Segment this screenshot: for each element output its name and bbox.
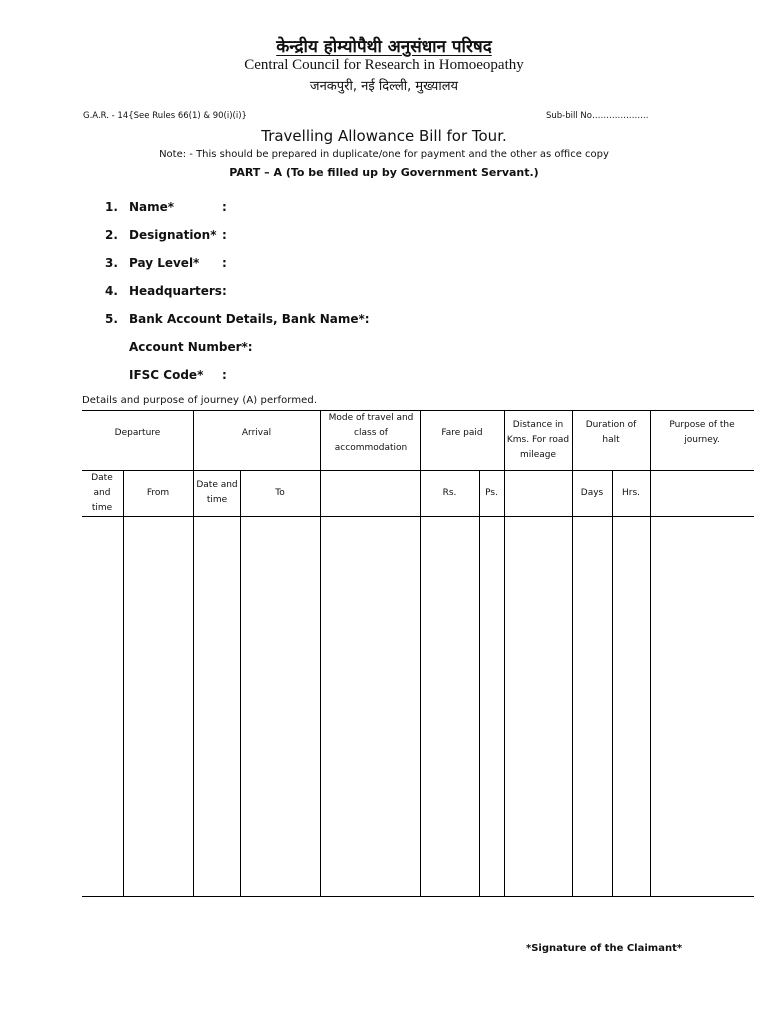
journey-table [82,410,754,898]
fare-paid-header: Fare paid [441,427,483,438]
rupees-subheader: Rs. [442,487,457,498]
distance-header: Distance in Kms. For road mileage [506,419,570,460]
designation-label: Designation* [129,228,217,242]
departure-date-time-subheader: Date and time [91,472,113,513]
journey-details-caption: Details and purpose of journey (A) performed. [82,395,318,406]
departure-header: Departure [114,427,161,438]
field-colon: : [222,368,227,382]
duplicate-note: Note: - This should be prepared in duplicate/one for payment and the other as office copy [159,149,609,160]
days-subheader: Days [580,487,604,498]
paise-subheader: Ps. [485,487,498,498]
headquarters-label: Headquarters [129,284,222,298]
part-a-heading: PART – A (To be filled up by Government Servant.) [229,166,539,179]
field-number: 5. [105,312,118,326]
arrival-header: Arrival [241,427,272,438]
field-number: 3. [105,256,118,270]
mode-of-travel-header: Mode of travel and class of accommodation [328,412,414,453]
claimant-signature-label: *Signature of the Claimant* [526,943,683,954]
field-colon: : [222,228,227,242]
from-subheader: From [146,487,170,498]
field-number: 2. [105,228,118,242]
pay-level-label: Pay Level* [129,256,200,270]
purpose-header: Purpose of the journey. [669,420,735,445]
account-number-label: Account Number*: [129,340,253,354]
hours-subheader: Hrs. [621,487,641,498]
council-english-title: Central Council for Research in Homoeopathy [244,57,524,73]
name-label: Name* [129,200,175,214]
duration-of-halt-header: Duration of halt [585,420,637,445]
gar-rule-reference: G.A.R. - 14{See Rules 66(1) & 90(i)(i)} [83,111,247,121]
arrival-date-time-subheader: Date and time [196,480,238,505]
field-colon: : [222,284,227,298]
field-colon: : [222,200,227,214]
to-subheader: To [275,487,285,498]
bank-name-label: Bank Account Details, Bank Name*: [129,312,370,326]
field-number: 1. [105,200,118,214]
bill-title: Travelling Allowance Bill for Tour. [261,127,507,145]
ifsc-code-label: IFSC Code* [129,368,204,382]
council-hindi-address: जनकपुरी, नई दिल्ली, मुख्यालय [309,79,459,94]
council-hindi-title: केन्द्रीय होम्योपैथी अनुसंधान परिषद [276,37,492,57]
subbill-number: Sub-bill No……………….. [546,111,649,121]
field-number: 4. [105,284,118,298]
field-colon: : [222,256,227,270]
